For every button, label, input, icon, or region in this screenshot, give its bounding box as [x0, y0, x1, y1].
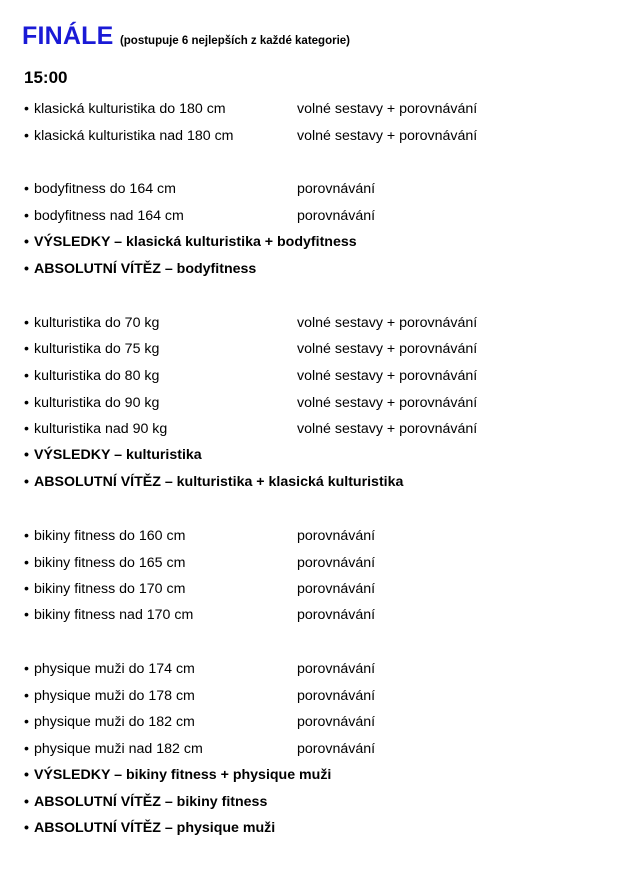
schedule-item-label: bikiny fitness nad 170 cm — [34, 607, 194, 623]
schedule-item — [24, 101, 478, 118]
bullet-icon: • — [24, 181, 29, 197]
schedule-result-item — [24, 474, 403, 491]
schedule-item-label: kulturistika do 70 kg — [34, 315, 160, 331]
bullet-icon: • — [24, 714, 29, 730]
page-subtitle: (postupuje 6 nejlepších z každé kategorie) — [119, 35, 350, 47]
schedule-item — [24, 421, 478, 438]
schedule-item-format: porovnávání — [297, 208, 376, 224]
schedule-item-label: VÝSLEDKY – kulturistika — [34, 447, 202, 463]
schedule-result-item — [24, 447, 202, 464]
schedule-item — [24, 528, 376, 545]
schedule-item-label: ABSOLUTNÍ VÍTĚZ – physique muži — [34, 820, 276, 836]
schedule-item-format: volné sestavy + porovnávání — [297, 101, 478, 117]
schedule-item — [24, 128, 478, 145]
schedule-result-item — [24, 794, 267, 811]
schedule-item-format: volné sestavy + porovnávání — [297, 395, 478, 411]
bullet-icon: • — [24, 741, 29, 757]
bullet-icon: • — [24, 688, 29, 704]
schedule-item — [24, 581, 376, 598]
bullet-icon: • — [24, 368, 29, 384]
schedule-item — [24, 555, 376, 572]
schedule-item-label: klasická kulturistika do 180 cm — [34, 101, 226, 117]
schedule-item — [24, 208, 376, 225]
bullet-icon: • — [24, 421, 29, 437]
schedule-item-format: porovnávání — [297, 688, 376, 704]
schedule-item-label: bikiny fitness do 160 cm — [34, 528, 186, 544]
schedule-item-label: klasická kulturistika nad 180 cm — [34, 128, 234, 144]
schedule-item-format: porovnávání — [297, 581, 376, 597]
bullet-icon: • — [24, 128, 29, 144]
bullet-icon: • — [24, 794, 29, 810]
schedule-item-label: VÝSLEDKY – bikiny fitness + physique muži — [34, 767, 332, 783]
bullet-icon: • — [24, 341, 29, 357]
schedule-item-label: kulturistika do 90 kg — [34, 395, 160, 411]
bullet-icon: • — [24, 767, 29, 783]
bullet-icon: • — [24, 820, 29, 836]
schedule-item-label: VÝSLEDKY – klasická kulturistika + bodyfitness — [34, 234, 357, 250]
schedule-item — [24, 368, 478, 385]
bullet-icon: • — [24, 234, 29, 250]
schedule-item-label: bodyfitness nad 164 cm — [34, 208, 184, 224]
schedule-item-label: physique muži do 178 cm — [34, 688, 195, 704]
schedule-result-item — [24, 261, 256, 278]
schedule-result-item — [24, 767, 331, 784]
page-title: FINÁLE — [22, 22, 114, 50]
schedule-result-item — [24, 234, 357, 251]
schedule-result-item — [24, 820, 275, 837]
bullet-icon: • — [24, 474, 29, 490]
schedule-item-label: bodyfitness do 164 cm — [34, 181, 176, 197]
schedule-item — [24, 341, 478, 358]
bullet-icon: • — [24, 528, 29, 544]
bullet-icon: • — [24, 208, 29, 224]
schedule-item-format: volné sestavy + porovnávání — [297, 368, 478, 384]
schedule-item-format: volné sestavy + porovnávání — [297, 128, 478, 144]
schedule-item-label: kulturistika nad 90 kg — [34, 421, 168, 437]
bullet-icon: • — [24, 395, 29, 411]
schedule-item — [24, 714, 376, 731]
schedule-item-format: volné sestavy + porovnávání — [297, 341, 478, 357]
schedule-item-label: kulturistika do 75 kg — [34, 341, 160, 357]
schedule-item-label: physique muži do 182 cm — [34, 714, 195, 730]
schedule-item — [24, 181, 376, 198]
schedule-item-label: kulturistika do 80 kg — [34, 368, 160, 384]
schedule-item — [24, 688, 376, 705]
bullet-icon: • — [24, 607, 29, 623]
bullet-icon: • — [24, 555, 29, 571]
schedule-item — [24, 607, 376, 624]
bullet-icon: • — [24, 661, 29, 677]
schedule-item-label: physique muži do 174 cm — [34, 661, 195, 677]
bullet-icon: • — [24, 447, 29, 463]
schedule-item-format: porovnávání — [297, 741, 376, 757]
schedule-item-label: ABSOLUTNÍ VÍTĚZ – kulturistika + klasická kulturistika — [34, 474, 404, 490]
schedule-item-format: porovnávání — [297, 661, 376, 677]
schedule-item-format: porovnávání — [297, 714, 376, 730]
schedule-item-label: ABSOLUTNÍ VÍTĚZ – bodyfitness — [34, 261, 257, 277]
schedule-item-label: physique muži nad 182 cm — [34, 741, 203, 757]
bullet-icon: • — [24, 315, 29, 331]
schedule-item-format: porovnávání — [297, 555, 376, 571]
schedule-item-label: bikiny fitness do 170 cm — [34, 581, 186, 597]
page-header — [22, 22, 350, 51]
schedule-item — [24, 395, 478, 412]
schedule-item-format: porovnávání — [297, 181, 376, 197]
schedule-item — [24, 741, 376, 758]
schedule-item-format: porovnávání — [297, 528, 376, 544]
schedule-item-format: porovnávání — [297, 607, 376, 623]
schedule-item-format: volné sestavy + porovnávání — [297, 421, 478, 437]
bullet-icon: • — [24, 261, 29, 277]
schedule-item — [24, 661, 376, 678]
schedule-time: 15:00 — [24, 68, 68, 87]
schedule-item-label: ABSOLUTNÍ VÍTĚZ – bikiny fitness — [34, 794, 268, 810]
schedule-item-format: volné sestavy + porovnávání — [297, 315, 478, 331]
bullet-icon: • — [24, 101, 29, 117]
bullet-icon: • — [24, 581, 29, 597]
schedule-item-label: bikiny fitness do 165 cm — [34, 555, 186, 571]
schedule-item — [24, 315, 478, 332]
